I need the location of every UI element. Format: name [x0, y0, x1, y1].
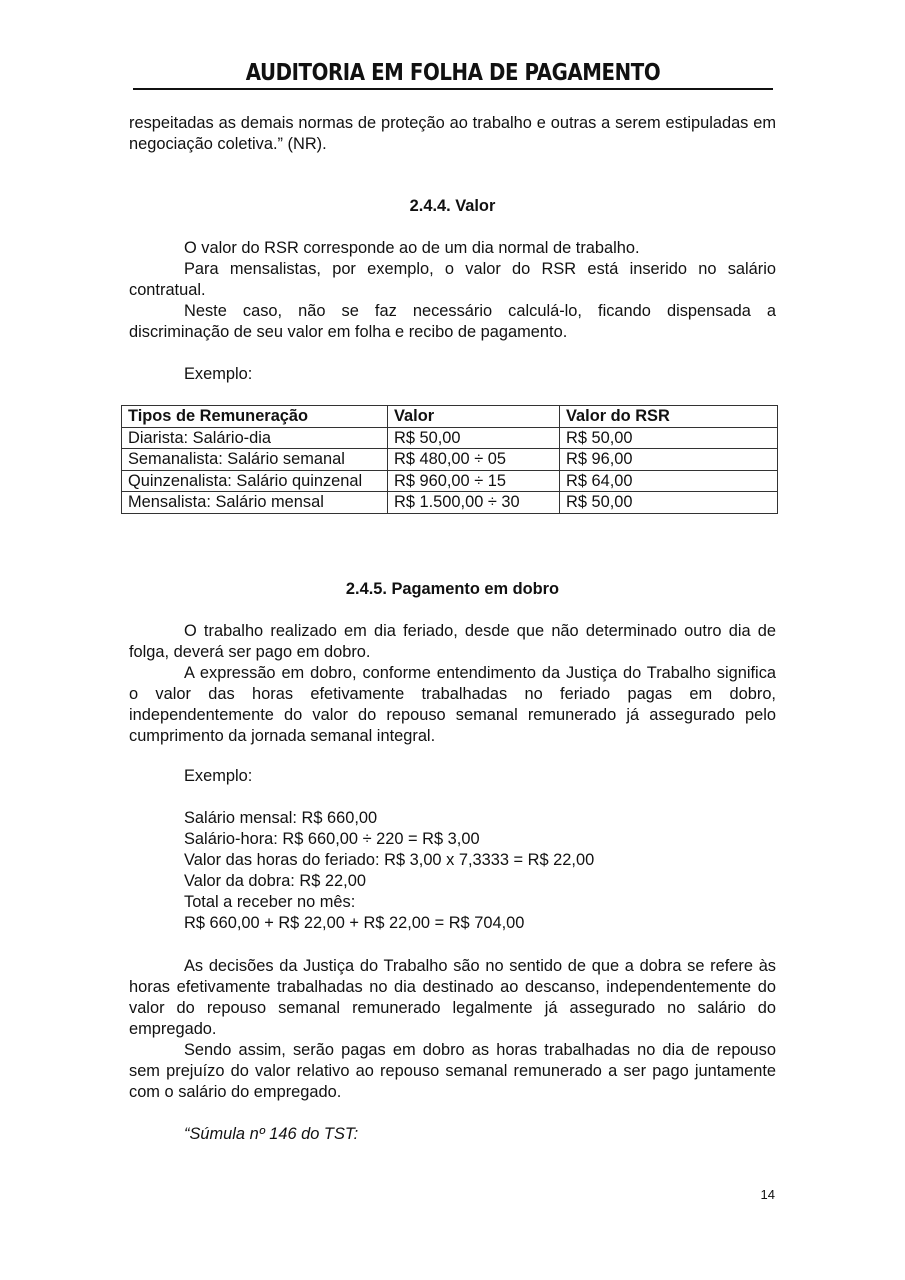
- example-label: Exemplo:: [184, 767, 253, 785]
- section-heading-valor: 2.4.4. Valor: [409, 197, 496, 215]
- table-row: [122, 492, 778, 514]
- page-number: 14: [760, 1187, 775, 1202]
- table-row: [122, 449, 778, 471]
- table-header-row: [122, 406, 778, 428]
- calc-line: Valor das horas do feriado: R$ 3,00 x 7,3333 = R$ 22,00: [184, 851, 595, 869]
- running-header: [133, 56, 773, 90]
- table-cell: R$ 50,00: [388, 427, 560, 449]
- paragraph: Para mensalistas, por exemplo, o valor do RSR está inserido no salário contratual.: [129, 260, 776, 299]
- paragraph: O trabalho realizado em dia feriado, desde que não determinado outro dia de folga, deverá ser pago em dobro.: [129, 622, 776, 661]
- table-cell: Quinzenalista: Salário quinzenal: [122, 470, 388, 492]
- paragraph: O valor do RSR corresponde ao de um dia normal de trabalho.: [184, 239, 640, 257]
- table-cell: R$ 50,00: [560, 427, 778, 449]
- column-header: Tipos de Remuneração: [122, 406, 388, 428]
- column-header: Valor do RSR: [560, 406, 778, 428]
- calc-line: R$ 660,00 + R$ 22,00 + R$ 22,00 = R$ 704,00: [184, 914, 525, 932]
- table-cell: Mensalista: Salário mensal: [122, 492, 388, 514]
- calc-line: Salário-hora: R$ 660,00 ÷ 220 = R$ 3,00: [184, 830, 480, 848]
- paragraph: A expressão em dobro, conforme entendimento da Justiça do Trabalho significa o valor das horas efetivamente trabalhadas no feriado pagas em dobro, independentemente do valor do repouso semanal remunerado já assegurado pelo cumprimento da jornada semanal integral.: [129, 664, 776, 745]
- column-header: Valor: [388, 406, 560, 428]
- calc-line: Valor da dobra: R$ 22,00: [184, 872, 366, 890]
- example-label: Exemplo:: [184, 365, 253, 383]
- table-cell: R$ 1.500,00 ÷ 30: [388, 492, 560, 514]
- header-title: AUDITORIA EM FOLHA DE PAGAMENTO: [245, 60, 661, 86]
- table-cell: R$ 64,00: [560, 470, 778, 492]
- table-row: [122, 427, 778, 449]
- table-cell: R$ 50,00: [560, 492, 778, 514]
- table-row: [122, 470, 778, 492]
- table-cell: Diarista: Salário-dia: [122, 427, 388, 449]
- calculation-list: [129, 808, 776, 934]
- sumula-quote: “Súmula nº 146 do TST:: [184, 1125, 359, 1143]
- table-cell: R$ 96,00: [560, 449, 778, 471]
- paragraph: Sendo assim, serão pagas em dobro as horas trabalhadas no dia de repouso sem prejuízo do valor relativo ao repouso semanal remunerado a ser pago juntamente com o salário do empregado.: [129, 1041, 776, 1101]
- calc-line: Salário mensal: R$ 660,00: [184, 809, 378, 827]
- paragraph: As decisões da Justiça do Trabalho são no sentido de que a dobra se refere às horas efetivamente trabalhadas no dia destinado ao descanso, independentemente do valor do repouso semanal remunerado legalmente já assegurado no salário do empregado.: [129, 957, 776, 1038]
- table-cell: R$ 960,00 ÷ 15: [388, 470, 560, 492]
- paragraph: Neste caso, não se faz necessário calculá-lo, ficando dispensada a discriminação de seu valor em folha e recibo de pagamento.: [129, 302, 776, 341]
- section-heading-pagamento-em-dobro: 2.4.5. Pagamento em dobro: [345, 580, 560, 598]
- table-cell: R$ 480,00 ÷ 05: [388, 449, 560, 471]
- calc-line: Total a receber no mês:: [184, 893, 356, 911]
- table-cell: Semanalista: Salário semanal: [122, 449, 388, 471]
- intro-paragraph: respeitadas as demais normas de proteção ao trabalho e outras a serem estipuladas em negociação coletiva.” (NR).: [129, 114, 776, 153]
- rsr-table: [121, 405, 778, 514]
